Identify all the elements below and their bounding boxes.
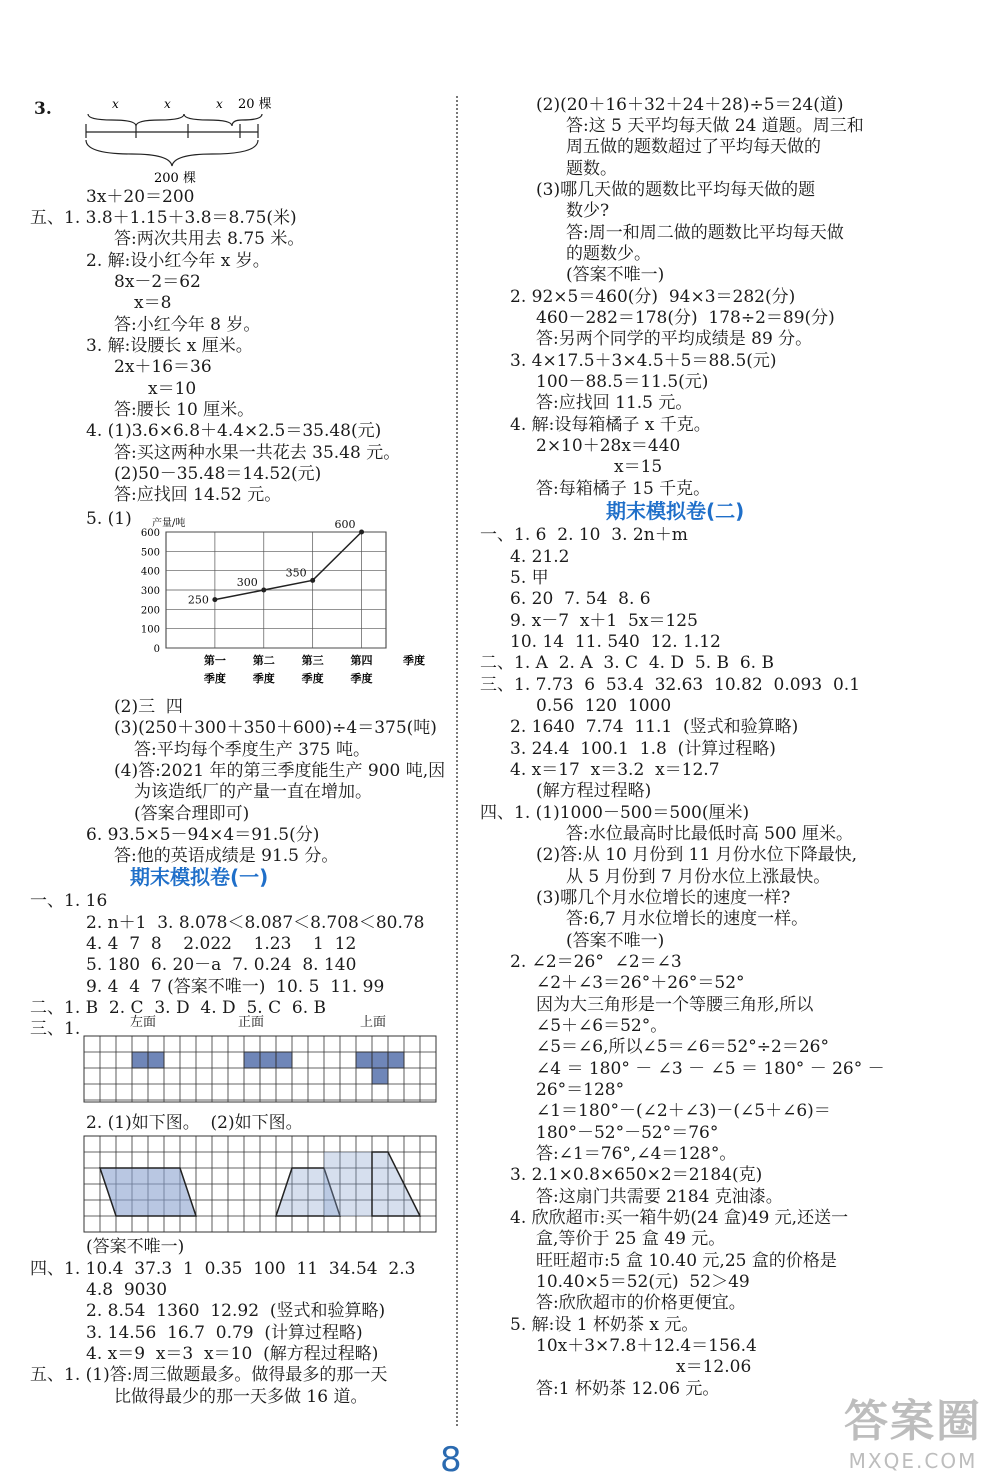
line: 2x＋16＝36 [114, 357, 212, 377]
line: 10.40×5＝52(元) 52＞49 [536, 1272, 750, 1292]
line: 3x＋20＝200 [86, 187, 195, 207]
svg-text:200 棵: 200 棵 [154, 171, 196, 186]
line: 答:这 5 天平均每天做 24 道题。周三和 [566, 116, 864, 136]
chart-x-tick-label-line2: 季度 [350, 672, 373, 685]
chart-x-tick-label-line2: 季度 [252, 672, 275, 685]
chart-y-tick-label: 0 [153, 644, 160, 655]
line: 为该造纸厂的产量一直在增加。 [134, 782, 372, 802]
line: 答:周一和周二做的题数比平均每天做 [566, 223, 844, 243]
line: (2)三 四 [114, 697, 183, 717]
svg-text:x: x [216, 97, 223, 111]
line: 2. 1640 7.74 11.1 (竖式和验算略) [510, 717, 799, 737]
line: 旺旺超市:5 盒 10.40 元,25 盒的价格是 [536, 1251, 837, 1271]
line: 0.56 120 1000 [536, 696, 672, 716]
line: 答:6,7 月水位增长的速度一样。 [566, 909, 809, 929]
production-line-chart [110, 508, 425, 688]
heading-exam-one: 期末模拟卷(一) [130, 865, 269, 889]
line: 26°＝128° [536, 1080, 625, 1100]
line: 二、1. A 2. A 3. C 4. D 5. B 6. B [480, 653, 774, 673]
line: 四、1. (1)1000－500＝500(厘米) [480, 803, 750, 823]
chart-data-point [261, 588, 266, 593]
line: 答:每箱橘子 15 千克。 [536, 479, 711, 499]
chart-x-tick-label-line2: 季度 [203, 672, 226, 685]
chart-data-label: 350 [285, 566, 307, 580]
line: 答:∠1＝76°,∠4＝128°。 [536, 1144, 737, 1164]
line: ∠2＋∠3＝26°＋26°＝52° [536, 973, 745, 993]
line: x＝12.06 [676, 1357, 752, 1377]
line: 2. ∠2＝26° ∠2＝∠3 [510, 952, 682, 972]
chart-data-point [359, 530, 364, 535]
line: 3. 14.56 16.7 0.79 (计算过程略) [86, 1323, 363, 1343]
line: 的题数少。 [566, 244, 651, 264]
line: 2. n＋1 3. 8.078＜8.087＜8.708＜80.78 [86, 913, 425, 933]
line: 答:平均每个季度生产 375 吨。 [134, 740, 370, 760]
chart-data-label: 250 [187, 593, 209, 607]
line: (答案不唯一) [566, 265, 665, 285]
line: 一、1. 16 [30, 891, 108, 911]
line: 五、1. (1)答:周三做题最多。做得最多的那一天 [30, 1365, 388, 1385]
page-number: 8 [440, 1440, 462, 1480]
chart-x-tick-label: 第四 [350, 654, 373, 667]
line: 4. 21.2 [510, 547, 570, 567]
line: 180°－52°－52°＝76° [536, 1123, 719, 1143]
chart-y-tick-label: 200 [140, 605, 160, 617]
line: 10. 14 11. 540 12. 1.12 [510, 632, 721, 652]
line: 答:1 杯奶茶 12.06 元。 [536, 1379, 720, 1399]
line: 盒,等价于 25 盒 49 元。 [536, 1229, 726, 1249]
tree-diagram [82, 94, 342, 186]
line: (2)(20＋16＋32＋24＋28)÷5＝24(道) [536, 95, 844, 115]
line: 一、1. 6 2. 10 3. 2n＋m [480, 525, 688, 545]
parallelogram-grid [84, 1136, 440, 1236]
chart-y-tick-label: 400 [140, 566, 160, 578]
line: 3. 2.1×0.8×650×2＝2184(克) [510, 1165, 763, 1185]
line: 10x＋3×7.8＋12.4＝156.4 [536, 1336, 757, 1356]
line: (答案合理即可) [134, 804, 250, 824]
chart-y-tick-label: 100 [140, 624, 160, 636]
line: 答:两次共用去 8.75 米。 [114, 229, 305, 249]
chart-data-label: 600 [334, 518, 356, 531]
watermark-title: 答案圈 [844, 1396, 982, 1447]
line: 二、1. B 2. C 3. D 4. D 5. C 6. B [30, 998, 327, 1018]
heading-exam-two: 期末模拟卷(二) [606, 499, 745, 523]
line: 四、1. 10.4 37.3 1 0.35 100 11 34.54 2.3 [30, 1259, 416, 1279]
line: 答:欣欣超市的价格更便宜。 [536, 1293, 746, 1313]
chart-y-tick-label: 300 [140, 586, 160, 597]
line: 5. 甲 [510, 568, 549, 588]
line: 题数。 [566, 159, 617, 179]
line: 2. 92×5＝460(分) 94×3＝282(分) [510, 287, 796, 307]
line: 3. 解:设腰长 x 厘米。 [86, 336, 253, 356]
line: ∠5＝∠6,所以∠5＝∠6＝52°÷2＝26° [536, 1037, 829, 1057]
three-views-grid [84, 1036, 440, 1106]
line: 9. x－7 x＋1 5x＝125 [510, 611, 698, 631]
chart-y-tick-label: 500 [140, 547, 160, 559]
views-item-label: 三、1. [30, 1019, 81, 1039]
line: 4. 4 7 8 2.022 1.23 1 12 [86, 934, 357, 954]
line: 2. 解:设小红今年 x 岁。 [86, 251, 270, 271]
svg-text:x: x [112, 97, 119, 111]
line: 答:小红今年 8 岁。 [114, 315, 261, 335]
line: 5. 解:设 1 杯奶茶 x 元。 [510, 1315, 699, 1335]
line: 5. 180 6. 20－a 7. 0.24 8. 140 [86, 955, 357, 975]
chart-data-point [310, 578, 315, 583]
item-3-number: 3. [34, 99, 52, 119]
view-label-top: 上面 [360, 1015, 387, 1030]
watermark-url: MXQE.COM [848, 1449, 978, 1473]
view-label-left: 左面 [130, 1015, 157, 1030]
line: 8x－2＝62 [114, 272, 201, 292]
line: (2)答:从 10 月份到 11 月份水位下降最快, [536, 845, 858, 865]
chart-data-point [212, 597, 217, 602]
line: (3)哪几天做的题数比平均每天做的题 [536, 180, 816, 200]
line: (答案不唯一) [86, 1237, 185, 1257]
line: (4)答:2021 年的第三季度能生产 900 吨,因 [114, 761, 446, 781]
line: ∠5＋∠6＝52°。 [536, 1016, 668, 1036]
line: 三、1. 7.73 6 53.4 32.63 10.82 0.093 0.1 [480, 675, 861, 695]
chart-y-axis-label: 产量/吨 [152, 518, 186, 529]
line: 数少? [566, 201, 610, 221]
line: ∠1＝180°－(∠2＋∠3)－(∠5＋∠6)＝ [536, 1101, 831, 1121]
line: 答:应找回 14.52 元。 [114, 485, 282, 505]
chart-y-tick-label: 600 [140, 528, 160, 539]
line: 4. (1)3.6×6.8＋4.4×2.5＝35.48(元) [86, 421, 382, 441]
watermark-logo [844, 1385, 982, 1473]
line: 6. 93.5×5－94×4＝91.5(分) [86, 825, 320, 845]
line: 答:应找回 11.5 元。 [536, 393, 693, 413]
line: 4. 欣欣超市:买一箱牛奶(24 盒)49 元,还送一 [510, 1208, 849, 1228]
chart-data-label: 300 [236, 576, 258, 589]
line: ∠4 ＝ 180° － ∠3 － ∠5 ＝ 180° － 26° － [536, 1059, 885, 1079]
line: 五、1. 3.8＋1.15＋3.8＝8.75(米) [30, 208, 297, 228]
line: (3)(250＋300＋350＋600)÷4＝375(吨) [114, 718, 437, 738]
svg-text:20 棵: 20 棵 [238, 97, 272, 112]
chart-x-tick-label: 第一 [203, 654, 226, 667]
line: 3. 24.4 100.1 1.8 (计算过程略) [510, 739, 776, 759]
chart-x-tick-label-line2: 季度 [301, 672, 324, 685]
chart-item-label: 5. (1) [86, 509, 132, 529]
chart-x-tick-label: 第二 [252, 654, 275, 667]
line: 2×10＋28x＝440 [536, 436, 681, 456]
line: (答案不唯一) [566, 931, 665, 951]
line: 答:他的英语成绩是 91.5 分。 [114, 846, 339, 866]
line: 2. 8.54 1360 12.92 (竖式和验算略) [86, 1301, 386, 1321]
column-divider [456, 96, 458, 1426]
view-label-front: 正面 [238, 1015, 265, 1030]
line: 460－282＝178(分) 178÷2＝89(分) [536, 308, 835, 328]
line: (2)50－35.48＝14.52(元) [114, 464, 322, 484]
line: 3. 4×17.5＋3×4.5＋5＝88.5(元) [510, 351, 777, 371]
line: 9. 4 4 7 (答案不唯一) 10. 5 11. 99 [86, 977, 385, 997]
line: 4. x＝17 x＝3.2 x＝12.7 [510, 760, 720, 780]
line: x＝15 [614, 457, 663, 477]
chart-x-axis-label: 季度 [403, 654, 425, 667]
line: 4. x＝9 x＝3 x＝10 (解方程过程略) [86, 1344, 379, 1364]
line: x＝8 [134, 293, 172, 313]
line: 答:水位最高时比最低时高 500 厘米。 [566, 824, 853, 844]
line: 100－88.5＝11.5(元) [536, 372, 709, 392]
line: 4.8 9030 [86, 1280, 168, 1300]
line: (解方程过程略) [536, 781, 652, 801]
svg-text:x: x [164, 97, 171, 111]
line: 比做得最少的那一天多做 16 道。 [114, 1387, 368, 1407]
line: 答:这扇门共需要 2184 克油漆。 [536, 1187, 783, 1207]
line: 4. 解:设每箱橘子 x 千克。 [510, 415, 711, 435]
line: x＝10 [148, 379, 197, 399]
line: 因为大三角形是一个等腰三角形,所以 [536, 995, 814, 1015]
line: 答:另两个同学的平均成绩是 89 分。 [536, 329, 813, 349]
line: 周五做的题数超过了平均每天做的 [566, 137, 821, 157]
line: 答:买这两种水果一共花去 35.48 元。 [114, 443, 401, 463]
line: 答:腰长 10 厘米。 [114, 400, 255, 420]
chart-x-tick-label: 第三 [301, 654, 324, 667]
line: 从 5 月份到 7 月份水位上涨最快。 [566, 867, 831, 887]
line: 6. 20 7. 54 8. 6 [510, 589, 651, 609]
line: (3)哪几个月水位增长的速度一样? [536, 888, 791, 908]
line: 2. (1)如下图。 (2)如下图。 [86, 1113, 303, 1133]
